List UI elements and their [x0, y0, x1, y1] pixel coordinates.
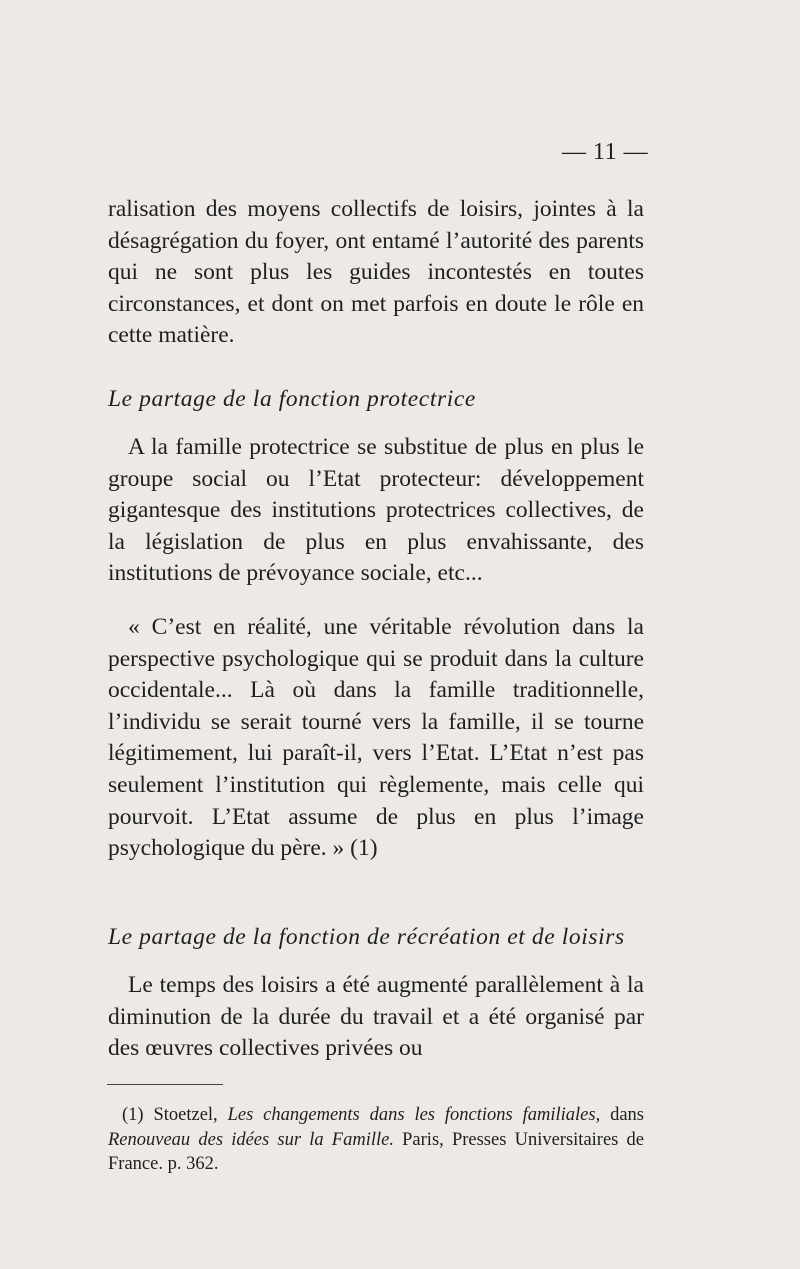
footnote-divider	[107, 1084, 223, 1085]
page-number: — 11 —	[562, 139, 649, 165]
paragraph-leisure-time: Le temps des loisirs a été augmenté parallèlement à la diminution de la durée du travail et a été organisé par des œuvres collectives privées ou	[108, 972, 644, 1062]
footnote-publisher: Paris, Presses Universitaires de France. p. 362.	[108, 1129, 645, 1174]
footnote-source: Renouveau des idées sur la Famille.	[108, 1129, 394, 1150]
footnote-author: Stoetzel,	[153, 1105, 218, 1125]
section-heading-protective-function: Le partage de la fonction protectrice	[108, 386, 476, 412]
paragraph-quotation: « C’est en réalité, une véritable révolution dans la perspective psychologique qui se produit dans la culture occidentale... Là où dans la famille traditionnelle, l’individu se serait tourné vers la famille, il se tourne légitimement, lui paraît-il, vers l’Etat. L’Etat n’est pas seulement l’institution qui règlemente, mais celle qui pourvoit. L’Etat assume de plus en plus l’image psychologique du père. » (1)	[108, 614, 644, 862]
paragraph-protective-state: A la famille protectrice se substitue de plus en plus le groupe social ou l’Etat protecteur: développement gigantesque des institutions protectrices collectives, de la législation de plus en plus envahissante, des institutions de prévoyance sociale, etc...	[108, 434, 644, 587]
footnote	[108, 1103, 644, 1177]
footnote-title: Les changements dans les fonctions familiales,	[227, 1105, 601, 1125]
section-heading-leisure-function: Le partage de la fonction de récréation et de loisirs	[108, 924, 625, 950]
footnote-number: (1)	[122, 1105, 144, 1125]
paragraph-continuation: ralisation des moyens collectifs de loisirs, jointes à la désagrégation du foyer, ont entamé l’autorité des parents qui ne sont plus les guides incontestés en toutes circonstances, et dont on met parfois en doute le rôle en cette matière.	[108, 196, 644, 349]
footnote-in-label: dans	[610, 1105, 645, 1125]
